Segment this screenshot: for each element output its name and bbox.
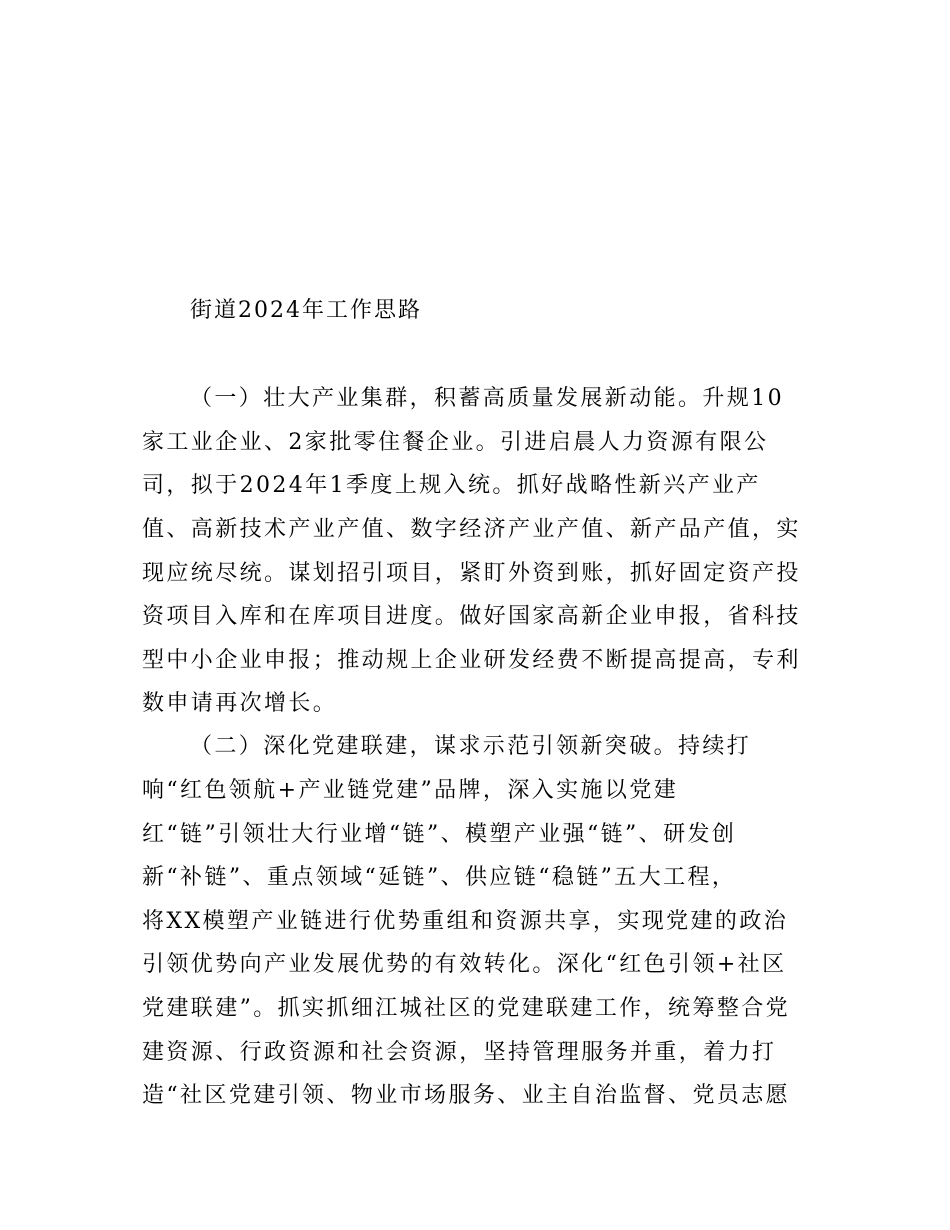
paragraph-2-line-9: 造“社区党建引领、物业市场服务、业主自治监督、党员志愿 <box>142 1083 791 1108</box>
paragraph-2-line-2: 响“红色领航+产业链党建”品牌，深入实施以党建 <box>142 778 679 803</box>
paragraph-2-line-4: 新“补链”、重点领域“延链”、供应链“稳链”五大工程， <box>142 865 737 890</box>
paragraph-1-line-4: 值、高新技术产业产值、数字经济产业产值、新产品产值，实 <box>142 517 801 542</box>
paragraph-1-line-8: 数申请再次增长。 <box>142 691 338 716</box>
paragraph-1-line-7: 型中小企业申报；推动规上企业研发经费不断提高提高，专利 <box>142 648 801 673</box>
paragraph-2-line-5: 将XX模塑产业链进行优势重组和资源共享，实现党建的政治 <box>142 909 789 934</box>
paragraph-2-line-8: 建资源、行政资源和社会资源，坚持管理服务并重，着力打 <box>142 1040 777 1065</box>
paragraph-1-line-3: 司，拟于2024年1季度上规入统。抓好战略性新兴产业产 <box>142 473 761 498</box>
paragraph-1-line-1: （一）壮大产业集群，积蓄高质量发展新动能。升规10 <box>190 386 784 411</box>
paragraph-2-line-6: 引领优势向产业发展优势的有效转化。深化“红色引领+社区 <box>142 952 787 977</box>
paragraph-1-line-5: 现应统尽统。谋划招引项目，紧盯外资到账，抓好固定资产投 <box>142 561 801 586</box>
document-title: 街道2024年工作思路 <box>190 298 422 323</box>
paragraph-1-line-2: 家工业企业、2家批零住餐企业。引进启晨人力资源有限公 <box>142 430 769 455</box>
paragraph-2-line-1: （二）深化党建联建，谋求示范引领新突破。持续打 <box>190 734 752 759</box>
paragraph-1-line-6: 资项目入库和在库项目进度。做好国家高新企业申报，省科技 <box>142 604 801 629</box>
paragraph-2-line-7: 党建联建”。抓实抓细江城社区的党建联建工作，统筹整合党 <box>142 996 791 1021</box>
paragraph-2-line-3: 红“链”引领壮大行业增“链”、模塑产业强“链”、研发创 <box>142 822 737 847</box>
